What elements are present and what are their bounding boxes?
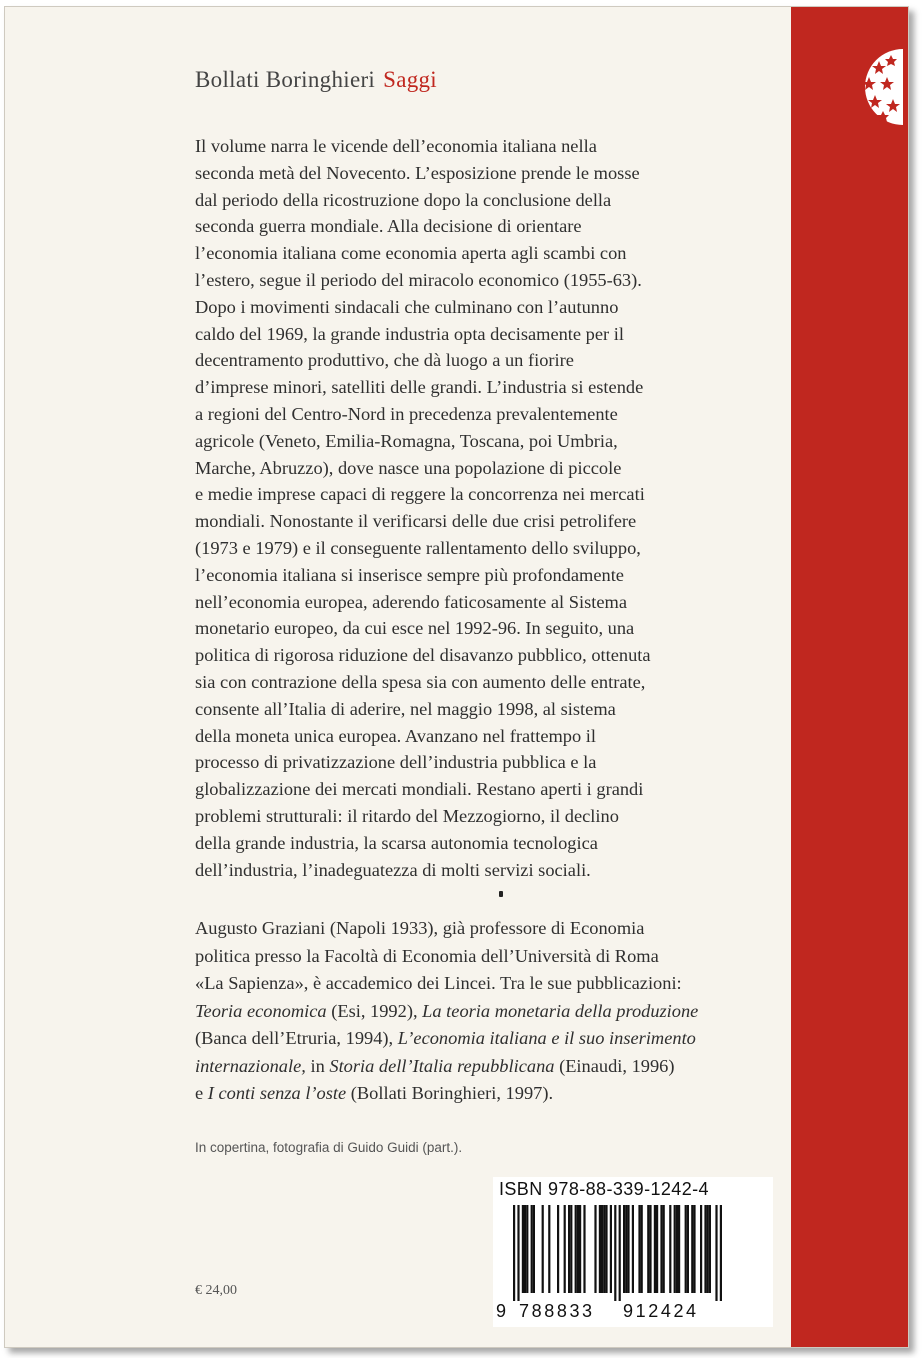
barcode-bar	[575, 1205, 577, 1293]
book-title: I conti senza l’oste	[207, 1083, 347, 1103]
barcode-bar	[542, 1205, 544, 1293]
barcode-bar	[548, 1205, 550, 1293]
barcode-bar	[700, 1205, 702, 1293]
blurb-line: sia con contrazione della spesa sia con aumento delle entrate,	[195, 671, 646, 692]
publisher-name: Bollati Boringhieri	[195, 67, 376, 92]
blurb-line: mondiali. Nonostante il verificarsi delle due crisi petrolifere	[195, 511, 637, 532]
blurb-line: dell’industria, l’inadeguatezza di molti servizi sociali.	[195, 859, 591, 880]
barcode-bar	[638, 1205, 640, 1293]
author-line	[195, 1025, 775, 1053]
blurb-line: Dopo i movimenti sindacali che culminano con l’autunno	[195, 296, 619, 317]
barcode-bar	[564, 1205, 566, 1293]
blurb-line: l’estero, segue il periodo del miracolo economico (1955-63).	[195, 269, 642, 290]
blurb-line: monetario europeo, da cui esce nel 1992-96. In seguito, una	[195, 618, 635, 639]
barcode-bar	[669, 1205, 671, 1293]
barcode-bar	[663, 1205, 665, 1293]
blurb-line: Il volume narra le vicende dell’economia italiana nella	[195, 136, 597, 156]
barcode-bar	[625, 1205, 627, 1293]
barcode-bar	[513, 1205, 515, 1301]
author-line: Augusto Graziani (Napoli 1933), già professore di Economia	[195, 918, 645, 938]
blurb-line: seconda guerra mondiale. Alla decisione di orientare	[195, 216, 582, 237]
blurb-line: Marche, Abruzzo), dove nasce una popolazione di piccole	[195, 457, 622, 478]
barcode-bar	[704, 1205, 706, 1293]
barcode-bar	[557, 1205, 559, 1293]
barcode-bar	[715, 1205, 717, 1301]
barcode-bar	[707, 1205, 709, 1293]
citation-text: (Bollati Boringhieri, 1997).	[346, 1083, 554, 1103]
barcode-bar	[614, 1205, 616, 1301]
book-title: internazionale,	[195, 1055, 306, 1076]
star-emblem-icon	[839, 47, 903, 127]
publisher-header	[195, 67, 437, 93]
blurb-line: e medie imprese capaci di reggere la concorrenza nei mercati	[195, 484, 645, 505]
barcode-bar	[656, 1205, 658, 1293]
barcode-bar	[720, 1205, 722, 1301]
blurb-line: problemi strutturali: il ritardo del Mezzogiorno, il declino	[195, 805, 619, 826]
barcode-bar	[691, 1205, 693, 1293]
barcode-bar	[605, 1205, 607, 1293]
blurb-line: processo di privatizzazione dell’industria pubblica e la	[195, 752, 597, 773]
blurb-paragraph	[195, 133, 705, 883]
citation-text: (Banca dell’Etruria, 1994),	[195, 1028, 398, 1048]
barcode-bar	[654, 1205, 656, 1293]
barcode-bar	[685, 1205, 687, 1293]
barcode-bar	[647, 1205, 649, 1293]
barcode-bar	[570, 1205, 572, 1293]
blurb-line: l’economia italiana come economia aperta agli scambi con	[195, 243, 627, 264]
cover-credit: In copertina, fotografia di Guido Guidi (part.).	[195, 1140, 463, 1155]
barcode-bar	[579, 1205, 581, 1293]
barcode-bar	[649, 1205, 651, 1293]
blurb-line: caldo del 1969, la grande industria opta decisamente per il	[195, 323, 624, 344]
author-line	[195, 998, 775, 1026]
barcode-bar	[522, 1205, 524, 1293]
blurb-line: d’imprese minori, satelliti delle grandi. L’industria si estende	[195, 377, 644, 398]
barcode-bar	[531, 1205, 533, 1293]
blurb-line: consente all’Italia di aderire, nel maggio 1998, al sistema	[195, 698, 616, 719]
blurb-line: decentramento produttivo, che dà luogo a un fiorire	[195, 350, 574, 371]
book-title: L’economia italiana e il suo inserimento	[397, 1028, 696, 1048]
book-title: Teoria economica	[195, 1000, 327, 1021]
blurb-line: (1973 e 1979) e il conseguente rallentamento dello sviluppo,	[195, 537, 641, 558]
barcode-bar	[678, 1205, 680, 1293]
author-line: «La Sapienza», è accademico dei Lincei. Tra le sue pubblicazioni:	[195, 973, 682, 993]
barcode-bar	[577, 1205, 579, 1293]
printing-mark	[499, 891, 503, 897]
barcode-bar	[709, 1205, 711, 1293]
blurb-line: della grande industria, la scarsa autonomia tecnologica	[195, 832, 598, 853]
book-title: La teoria monetaria della produzione	[422, 1000, 699, 1021]
blurb-line: globalizzazione dei mercati mondiali. Restano aperti i grandi	[195, 779, 644, 800]
blurb-line: politica di rigorosa riduzione del disavanzo pubblico, ottenuta	[195, 645, 651, 666]
barcode-bar	[526, 1205, 528, 1293]
ean-right-group: 912424	[623, 1301, 699, 1321]
barcode-bar	[632, 1205, 634, 1293]
barcode-bar	[627, 1205, 629, 1293]
barcode-bar	[693, 1205, 695, 1293]
author-line	[195, 1080, 775, 1108]
isbn-label: ISBN 978-88-339-1242-4	[499, 1179, 709, 1199]
barcode-bar	[674, 1205, 676, 1293]
book-back-cover	[4, 6, 909, 1348]
isbn-barcode-block	[493, 1177, 773, 1327]
author-bio	[195, 915, 775, 1108]
citation-text: e	[195, 1083, 208, 1103]
citation-text: (Einaudi, 1996)	[554, 1055, 675, 1076]
citation-text: (Esi, 1992),	[326, 1000, 423, 1021]
blurb-line: l’economia italiana si inserisce sempre più profondamente	[195, 564, 624, 585]
barcode-bar	[660, 1205, 662, 1293]
barcode-bar	[599, 1205, 601, 1293]
barcode-bar	[601, 1205, 603, 1293]
barcode-bar	[619, 1205, 621, 1301]
blurb-line: agricole (Veneto, Emilia-Romagna, Toscana, poi Umbria,	[195, 430, 618, 451]
barcode-bar	[641, 1205, 643, 1293]
barcode-bar	[524, 1205, 526, 1293]
barcode-bar	[517, 1205, 519, 1301]
author-line	[195, 1053, 775, 1081]
barcode-bar	[533, 1205, 535, 1293]
red-spine-band	[791, 7, 908, 1347]
barcode-icon	[493, 1205, 733, 1301]
price-label: € 24,00	[195, 1283, 237, 1298]
blurb-line: della moneta unica europea. Avanzano nel frattempo il	[195, 725, 597, 746]
series-name: Saggi	[383, 67, 437, 92]
barcode-bar	[583, 1205, 585, 1293]
blurb-line: seconda metà del Novecento. L’esposizione prende le mosse	[195, 162, 640, 183]
ean-left-group: 788833	[519, 1301, 595, 1321]
barcode-bar	[594, 1205, 596, 1293]
barcode-bar	[610, 1205, 612, 1293]
barcode-bar	[687, 1205, 689, 1293]
blurb-line: dal periodo della ricostruzione dopo la conclusione della	[195, 189, 612, 210]
barcode-bar	[568, 1205, 570, 1293]
author-line: politica presso la Facoltà di Economia dell’Università di Roma	[195, 945, 659, 966]
barcode-bar	[676, 1205, 678, 1293]
ean-first-digit: 9	[496, 1301, 507, 1321]
barcode-bar	[623, 1205, 625, 1293]
blurb-line: a regioni del Centro-Nord in precedenza prevalentemente	[195, 403, 618, 424]
book-title: Storia dell’Italia repubblicana	[329, 1055, 555, 1076]
barcode-bar	[603, 1205, 605, 1293]
citation-text: in	[305, 1055, 330, 1076]
blurb-line: nell’economia europea, aderendo faticosamente al Sistema	[195, 591, 627, 612]
